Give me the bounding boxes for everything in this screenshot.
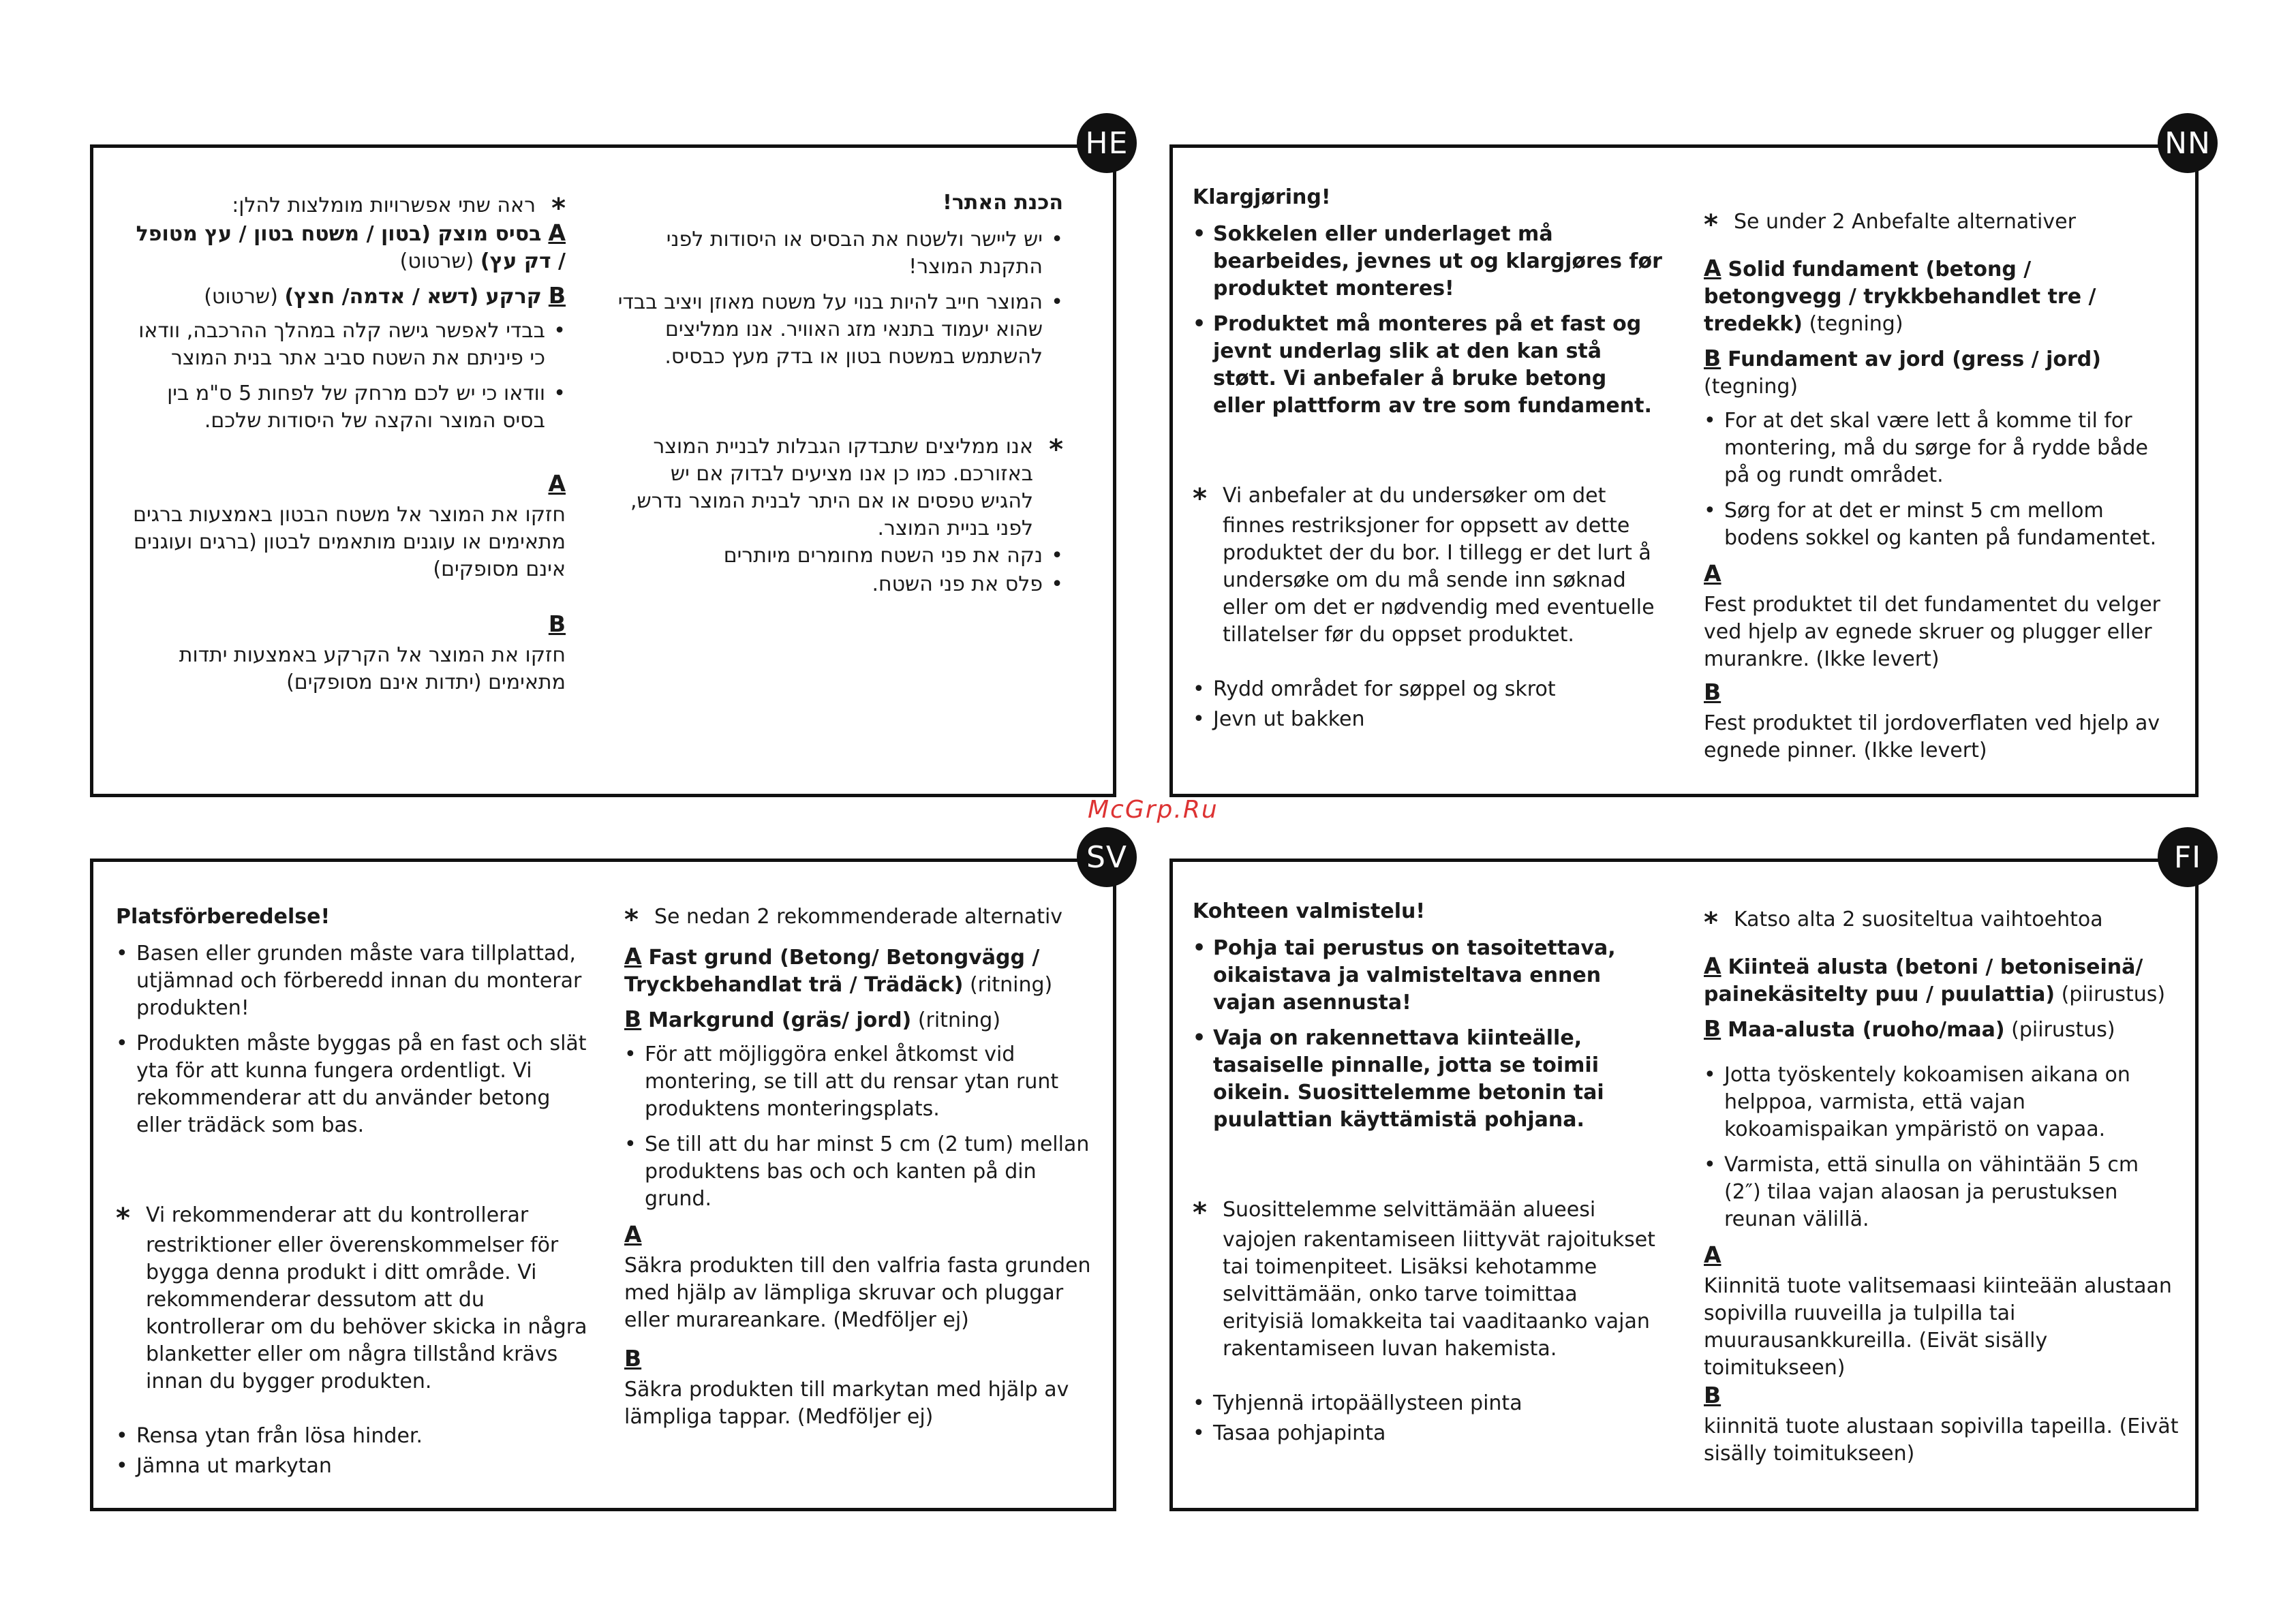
fi-prep-bullet: • Pohja tai perustus on tasoitettava, oikaistava ja valmisteltava ennen vajan asennusta! <box>1193 935 1663 1017</box>
sv-clean-bullet: • Jämna ut markytan <box>116 1453 593 1480</box>
he-bullet: • וודאו כי יש לכם מרחק של לפחות 5 ס"מ בין בסיס המוצר והקצה של היסודות שלכם. <box>167 382 566 433</box>
fi-clean-bullet: • Tyhjennä irtopäällysteen pinta <box>1193 1390 1663 1417</box>
he-prep-bullet: • המוצר חייב להיות בנוי על משטח מאוזן ויציב בבדי שהוא יעמוד בתנאי מזג האוויר. אנו ממליצים להשתמש במשטח בטון או בדק מעץ כבסיס. <box>617 290 1063 369</box>
he-prep-title: הכנת האתר! <box>943 191 1063 215</box>
he-option-a-text: בסיס מוצק (בטון / משטח בטון / עץ מטופל / דק עץ) <box>136 222 566 273</box>
sv-prep-bullet: • Basen eller grunden måste vara tillplattad, utjämnad och förberedd innan du monterar produkten! <box>116 940 593 1022</box>
he-restriction-note: * אנו ממליצים שתבדקו הגבלות לבניית המוצר באזורכם. כמו כן אנו מציעים לבדוק אם יש להגיש טפסים או אם היתר לבנית המוצר נדרש, לפני בניית המוצר. <box>630 434 1063 540</box>
nn-recommend-note: * Se under 2 Anbefalte alternativer <box>1704 208 2167 238</box>
language-badge-sv: SV <box>1077 827 1137 887</box>
fi-prep-title: Kohteen valmistelu! <box>1193 899 1426 923</box>
he-recommend-note: * ראה שתי אפשרויות מומלצות להלן: <box>232 193 566 224</box>
sv-clean-bullet: • Rensa ytan från lösa hinder. <box>116 1423 593 1450</box>
nn-b-text: Fest produktet til jordoverflaten ved hjelp av egnede pinner. (Ikke levert) <box>1704 711 2160 762</box>
nn-option-b-letter: B <box>1704 345 1721 371</box>
he-clean-bullet: • נקה את פני השטח מחומרים מיותרים <box>723 544 1063 568</box>
nn-prep-bullet: • Sokkelen eller underlaget må bearbeides, jevnes ut og klargjøres før produktet monteres! <box>1193 221 1663 303</box>
nn-prep-title: Klargjøring! <box>1193 185 1331 209</box>
he-options-column: * ראה שתי אפשרויות מומלצות להלן: Aבסיס מוצק (בטון / משטח בטון / עץ מטופל / דק עץ) (שרטוט) Bקרקע (דשא / אדמה/ חצץ) (שרטוט) • בבדי לאפשר גישה קלה במהלך ההרכבה, וודאו כי פיניתם את השטח סביב אתר בנית המוצר • וודאו כי יש לכם מרחק של לפחות 5 ס"מ בין בסיס המוצר והקצה של היסודות שלכם. A חזקו את המוצר אל משטח הבטון באמצעות ברגים מתאימים או עוגנים מותאמים לבטון (ברגים ועוגנים אינם מסופקים) B חזקו את המוצר אל הקרקע באמצעות יתדות מתאימים (יתדות אינם מסופקים) <box>129 192 566 696</box>
nn-a-heading: A <box>1704 560 1721 587</box>
fi-option-b-text: Maa-alusta (ruoho/maa) <box>1728 1018 2005 1042</box>
sv-bullet: • Se till att du har minst 5 cm (2 tum) mellan produktens bas och och kanten på din grund. <box>624 1131 1095 1213</box>
fi-prep-column <box>1193 898 1663 1455</box>
sv-option-b-text: Markgrund (gräs/ jord) <box>648 1008 912 1032</box>
nn-prep-column <box>1193 184 1663 741</box>
he-a-text: חזקו את המוצר אל משטח הבטון באמצעות ברגים מתאימים או עוגנים מותאמים לבטון (ברגים ועוגנים אינם מסופקים) <box>133 503 566 581</box>
sv-a-heading: A <box>624 1221 642 1248</box>
he-option-a-letter: A <box>548 219 566 246</box>
fi-options-column: * Katso alta 2 suositeltua vaihtoehtoa A Kiinteä alusta (betoni / betoniseinä/ painekäsitelty puu / puulattia) (piirustus) B Maa-alusta (ruoho/maa) (piirustus) • Jotta työskentely kokoamisen aikana on helppoa, varmista, että vajan kokoamispaikan ympäristö on vapaa. • Varmista, että sinulla on vähintään 5 cm (2″) tilaa vajan alaosan ja perustuksen reunan välillä. A Kiinnitä tuote valitsemaasi kiinteään alustaan sopivilla ruuveilla ja tulpilla tai muurausankkureilla. (Eivät sisälly toimitukseen) B kiinnitä tuote alustaan sopivilla tapeilla. (Eivät sisälly toimitukseen) <box>1704 906 2181 1468</box>
fi-clean-bullet: • Tasaa pohjapinta <box>1193 1420 1663 1447</box>
fi-a-text: Kiinnitä tuote valitsemaasi kiinteään alustaan sopivilla ruuveilla ja tulpilla tai muurausankkureilla. (Eivät sisälly toimitukseen) <box>1704 1274 2172 1380</box>
nn-restriction-note: * Vi anbefaler at du undersøker om det finnes restriksjoner for oppsett av dette produktet der du bor. I tillegg er det lurt å undersøke om du må sende inn søknad eller om det er nødvendig med eventuelle tillatelser før du oppset produktet. <box>1193 482 1663 649</box>
fi-b-text: kiinnitä tuote alustaan sopivilla tapeilla. (Eivät sisälly toimitukseen) <box>1704 1415 2179 1466</box>
fi-restriction-note: * Suosittelemme selvittämään alueesi vajojen rakentamiseen liittyvät rajoitukset tai toimenpiteet. Lisäksi kehotamme selvittämään, onko tarve toimittaa erityisiä lomakkeita tai vaaditaanko vajan rakentamiseen luvan hakemista. <box>1193 1196 1663 1363</box>
sv-prep-column <box>116 903 593 1488</box>
fi-b-heading: B <box>1704 1382 1721 1408</box>
he-clean-bullet: • פלס את פני השטח. <box>872 572 1063 596</box>
nn-bullet: • Sørg for at det er minst 5 cm mellom bodens sokkel og kanten på fundamentet. <box>1704 497 2167 552</box>
he-option-b-letter: B <box>548 282 566 309</box>
fi-option-b-letter: B <box>1704 1015 1721 1042</box>
he-prep-bullet: • יש ליישר ולשטח את הבסיס או היסודות לפני התקנת המוצר! <box>666 228 1063 279</box>
he-b-text: חזקו את המוצר אל הקרקע באמצעות יתדות מתאימים (יתדות אינם מסופקים) <box>179 643 566 694</box>
he-option-b-text: קרקע (דשא / אדמה/ חצץ) <box>284 285 542 309</box>
nn-prep-bullet: • Produktet må monteres på et fast og jevnt underlag slik at den kan stå støtt. Vi anbefaler å bruke betong eller plattform av tre som fundament. <box>1193 311 1663 420</box>
sv-options-column: * Se nedan 2 rekommenderade alternativ A Fast grund (Betong/ Betongvägg / Tryckbehandlat trä / Trädäck) (ritning) B Markgrund (gräs/ jord) (ritning) • För att möjliggöra enkel åtkomst vid montering, se till att du rensar ytan runt produktens monteringsplats. • Se till att du har minst 5 cm (2 tum) mellan produktens bas och och kanten på din grund. A Säkra produkten till den valfria fasta grunden med hjälp av lämpliga skruvar och pluggar eller murareankare. (Medföljer ej) B Säkra produkten till markytan med hjälp av lämpliga tappar. (Medföljer ej) <box>624 903 1095 1431</box>
he-b-heading: B <box>548 610 566 637</box>
fi-a-heading: A <box>1704 1241 1721 1268</box>
sv-b-heading: B <box>624 1345 642 1372</box>
nn-options-column: * Se under 2 Anbefalte alternativer A Solid fundament (betong / betongvegg / trykkbehandlet tre / tredekk) (tegning) B Fundament av jord (gress / jord) (tegning) • For at det skal være lett å komme til for montering, må du sørge for å rydde både på og rundt området. • Sørg for at det er minst 5 cm mellom bodens sokkel og kanten på fundamentet. A Fest produktet til det fundamentet du velger ved hjelp av egnede skruer og plugger eller murankre. (Ikke levert) B Fest produktet til jordoverflaten ved hjelp av egnede pinner. (Ikke levert) <box>1704 208 2167 764</box>
sv-option-a-text: Fast grund (Betong/ Betongvägg / Tryckbehandlat trä / Trädäck) <box>624 946 1040 997</box>
fi-bullet: • Varmista, että sinulla on vähintään 5 cm (2″) tilaa vajan alaosan ja perustuksen reunan välillä. <box>1704 1151 2181 1233</box>
nn-option-a-letter: A <box>1704 255 1721 281</box>
language-badge-fi: FI <box>2158 827 2218 887</box>
nn-option-a-text: Solid fundament (betong / betongvegg / trykkbehandlet tre / tredekk) <box>1704 258 2096 336</box>
sv-b-text: Säkra produkten till markytan med hjälp av lämpliga tappar. (Medföljer ej) <box>624 1378 1069 1429</box>
nn-option-b-text: Fundament av jord (gress / jord) <box>1728 347 2101 371</box>
sv-option-b-letter: B <box>624 1006 642 1032</box>
language-badge-nn: NN <box>2158 113 2218 173</box>
he-prep-column <box>613 189 1063 606</box>
fi-option-a-letter: A <box>1704 953 1721 979</box>
fi-option-a-text: Kiinteä alusta (betoni / betoniseinä/ painekäsitelty puu / puulattia) <box>1704 955 2143 1006</box>
sv-option-a-letter: A <box>624 943 642 970</box>
fi-prep-bullet: • Vaja on rakennettava kiinteälle, tasaiselle pinnalle, jotta se toimii oikein. Suosittelemme betonin tai puulattian käyttämistä pohjana. <box>1193 1025 1663 1134</box>
sv-restriction-note: * Vi rekommenderar att du kontrollerar restriktioner eller överenskommelser för bygga denna produkt i ditt område. Vi rekommenderar dessutom att du kontrollerar om du behöver skicka in några blanketter eller om några tillstånd krävs innan du bygger produkten. <box>116 1202 593 1395</box>
he-a-heading: A <box>548 470 566 497</box>
watermark: McGrp.Ru <box>1088 796 1219 824</box>
he-bullet: • בבדי לאפשר גישה קלה במהלך ההרכבה, וודאו כי פיניתם את השטח סביב אתר בנית המוצר <box>138 319 566 370</box>
nn-clean-bullet: • Rydd området for søppel og skrot <box>1193 676 1663 703</box>
sv-prep-title: Platsförberedelse! <box>116 905 331 929</box>
fi-bullet: • Jotta työskentely kokoamisen aikana on helppoa, varmista, että vajan kokoamispaikan ympäristö on vapaa. <box>1704 1062 2181 1143</box>
nn-bullet: • For at det skal være lett å komme til for montering, må du sørge for å rydde både på og rundt området. <box>1704 407 2167 489</box>
sv-a-text: Säkra produkten till den valfria fasta grunden med hjälp av lämpliga skruvar och pluggar eller murareankare. (Medföljer ej) <box>624 1254 1091 1332</box>
nn-clean-bullet: • Jevn ut bakken <box>1193 706 1663 733</box>
nn-a-text: Fest produktet til det fundamentet du velger ved hjelp av egnede skruer og plugger eller murankre. (Ikke levert) <box>1704 593 2160 671</box>
sv-recommend-note: * Se nedan 2 rekommenderade alternativ <box>624 903 1095 933</box>
fi-recommend-note: * Katso alta 2 suositeltua vaihtoehtoa <box>1704 906 2181 936</box>
nn-b-heading: B <box>1704 679 1721 705</box>
language-badge-he: HE <box>1077 113 1137 173</box>
sv-prep-bullet: • Produkten måste byggas på en fast och slät yta för att kunna fungera ordentligt. Vi rekommenderar att du använder betong eller trädäck som bas. <box>116 1030 593 1139</box>
sv-bullet: • För att möjliggöra enkel åtkomst vid montering, se till att du rensar ytan runt produktens monteringsplats. <box>624 1041 1095 1123</box>
